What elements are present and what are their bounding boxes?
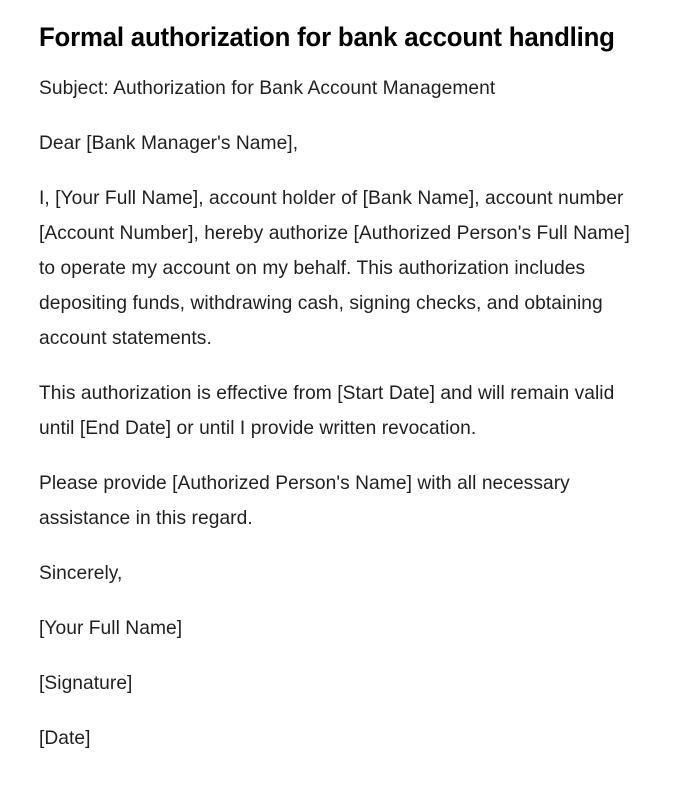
letter-body bbox=[39, 0, 641, 776]
salutation: Dear [Bank Manager's Name], bbox=[39, 132, 299, 154]
page-title: Formal authorization for bank account handling bbox=[39, 22, 615, 52]
closing: Sincerely, bbox=[39, 562, 123, 584]
authorization-statement: I, [Your Full Name], account holder of [Bank Name], account number [Account Number], hereby authorize [Authorized Person's Full Name] to operate my account on my behalf. This authorization includes depositing funds, withdrawing cash, signing checks, and obtaining account statements. bbox=[39, 187, 630, 349]
letter-paragraphs bbox=[39, 71, 641, 756]
signature-placeholder: [Signature] bbox=[39, 672, 133, 694]
subject-line: Subject: Authorization for Bank Account Management bbox=[39, 77, 496, 99]
assistance-request: Please provide [Authorized Person's Name] with all necessary assistance in this regard. bbox=[39, 472, 570, 529]
date-placeholder: [Date] bbox=[39, 727, 91, 749]
validity-period: This authorization is effective from [Start Date] and will remain valid until [End Date] or until I provide written revocation. bbox=[39, 382, 615, 439]
sender-name: [Your Full Name] bbox=[39, 617, 183, 639]
